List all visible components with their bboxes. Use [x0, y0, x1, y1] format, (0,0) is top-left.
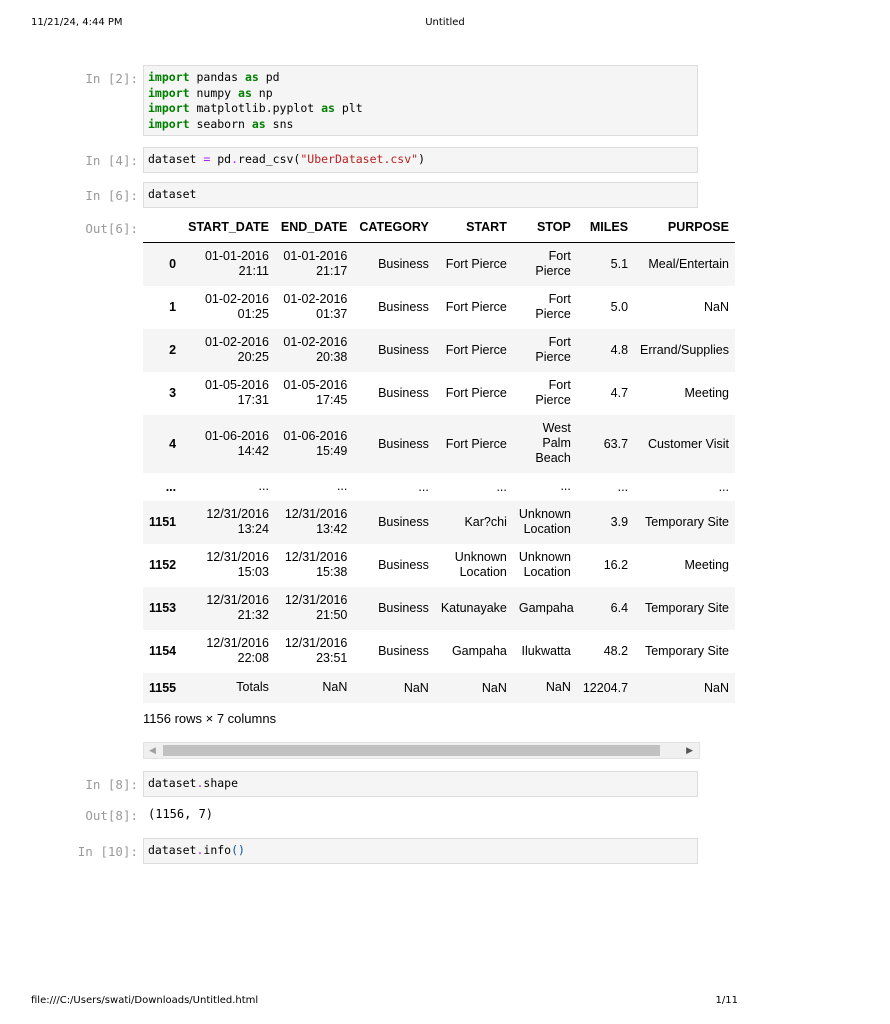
cell-prompt: In [6]: — [85, 188, 138, 203]
table-row — [143, 415, 735, 473]
table-cell: NaN — [481, 680, 507, 695]
table-cell: 63.7 — [603, 436, 629, 451]
table-header-row — [143, 212, 735, 243]
table-cell: Temporary Site — [644, 515, 729, 529]
table-cell: ... — [617, 479, 629, 494]
table-cell: Business — [378, 386, 429, 400]
table-cell: Unknown Location — [518, 507, 571, 536]
table-cell: Business — [378, 601, 429, 615]
table-cell: 01-02-2016 01:37 — [283, 292, 348, 321]
table-row — [143, 673, 735, 703]
cell-prompt: In [2]: — [85, 71, 138, 86]
column-header: STOP — [513, 212, 577, 243]
table-cell: 4.8 — [610, 343, 629, 357]
code-editor[interactable]: import pandas as pd import numpy as np import matplotlib.pyplot as plt import seaborn as sns — [143, 65, 698, 136]
table-row — [143, 473, 735, 501]
table-cell: 4.7 — [610, 386, 629, 400]
code-editor[interactable]: dataset = pd.read_csv("UberDataset.csv") — [143, 147, 698, 173]
print-footer-path: file:///C:/Users/swati/Downloads/Untitled.html — [31, 995, 259, 1006]
table-cell: ... — [718, 479, 729, 494]
table-cell: 01-01-2016 21:17 — [283, 249, 348, 279]
dataframe-table — [143, 212, 735, 703]
table-cell: Business — [378, 436, 429, 451]
column-header — [143, 212, 182, 243]
row-index: 1151 — [149, 515, 177, 529]
table-cell: 12204.7 — [582, 680, 629, 695]
table-row — [143, 501, 735, 544]
table-cell: 12/31/2016 21:32 — [206, 593, 269, 622]
table-cell: 12/31/2016 13:24 — [206, 507, 269, 536]
table-cell: Fort Pierce — [535, 249, 571, 279]
table-cell: 01-02-2016 20:25 — [204, 335, 269, 364]
column-header: START_DATE — [182, 212, 275, 243]
table-row — [143, 544, 735, 587]
row-index: 1 — [169, 300, 177, 314]
table-cell: Fort Pierce — [535, 378, 571, 407]
print-header-title: Untitled — [425, 17, 465, 28]
table-cell: Katunayake — [440, 601, 507, 615]
table-cell: 01-01-2016 21:11 — [204, 249, 269, 279]
table-cell: 01-06-2016 14:42 — [204, 428, 269, 458]
table-cell: 01-05-2016 17:31 — [204, 378, 269, 407]
table-cell: Totals — [236, 680, 269, 694]
table-cell: Fort Pierce — [445, 386, 507, 400]
row-index: 0 — [169, 257, 177, 272]
table-cell: 5.1 — [610, 257, 629, 272]
table-cell: 5.0 — [610, 300, 629, 314]
scrollbar-thumb[interactable] — [163, 745, 660, 756]
column-header: CATEGORY — [353, 212, 434, 243]
table-row — [143, 630, 735, 673]
table-cell: Business — [378, 644, 429, 658]
table-cell: 01-05-2016 17:45 — [283, 378, 348, 407]
table-cell: Ilukwatta — [521, 643, 571, 658]
table-cell: 12/31/2016 23:51 — [284, 636, 348, 665]
scroll-right-arrow-icon[interactable]: ▶ — [686, 746, 693, 756]
row-index: 2 — [169, 343, 177, 357]
cell-prompt: In [4]: — [85, 153, 138, 168]
table-cell: Temporary Site — [644, 601, 729, 615]
table-cell: Gampaha — [451, 644, 507, 658]
table-cell: Business — [378, 257, 429, 272]
table-cell: Business — [378, 300, 429, 314]
column-header: PURPOSE — [634, 212, 735, 243]
table-cell: Kar?chi — [464, 515, 507, 529]
code-editor[interactable]: dataset — [143, 182, 698, 208]
table-cell: 01-06-2016 15:49 — [283, 428, 348, 458]
table-cell: West Palm Beach — [535, 421, 571, 465]
table-cell: ... — [258, 479, 269, 493]
row-index: ... — [165, 479, 177, 494]
row-index: 1154 — [149, 644, 177, 658]
table-cell: NaN — [545, 680, 571, 694]
print-header-timestamp: 11/21/24, 4:44 PM — [31, 17, 123, 28]
table-cell: ... — [418, 479, 429, 494]
table-cell: Fort Pierce — [445, 436, 507, 451]
table-cell: 6.4 — [610, 601, 629, 615]
output-prompt: Out[8]: — [85, 808, 138, 823]
horizontal-scrollbar[interactable] — [143, 742, 700, 759]
rows-summary: 1156 rows × 7 columns — [143, 711, 277, 726]
table-cell: Unknown Location — [518, 550, 571, 579]
row-index: 1153 — [149, 601, 177, 615]
table-cell: Meeting — [684, 558, 729, 572]
table-cell: ... — [560, 479, 571, 493]
table-cell: Meal/Entertain — [648, 257, 729, 272]
table-row — [143, 587, 735, 630]
code-editor[interactable]: dataset.info() — [143, 838, 698, 864]
scroll-left-arrow-icon[interactable]: ◀ — [149, 746, 156, 756]
row-index: 1155 — [149, 680, 177, 695]
table-cell: NaN — [703, 680, 729, 695]
cell-prompt: In [10]: — [77, 844, 138, 859]
table-cell: NaN — [703, 300, 729, 314]
table-cell: 48.2 — [603, 644, 629, 658]
column-header: END_DATE — [275, 212, 353, 243]
table-cell: NaN — [322, 680, 348, 694]
row-index: 3 — [169, 386, 177, 400]
table-cell: 12/31/2016 22:08 — [206, 636, 269, 665]
table-cell: Meeting — [684, 386, 729, 400]
cell-output: (1156, 7) — [148, 807, 214, 821]
dataframe-output — [143, 212, 729, 702]
table-cell: 12/31/2016 13:42 — [284, 507, 348, 536]
table-cell: Temporary Site — [644, 644, 729, 658]
table-cell: 12/31/2016 15:38 — [284, 550, 348, 579]
table-cell: 12/31/2016 15:03 — [206, 550, 269, 579]
table-cell: Fort Pierce — [445, 257, 507, 272]
code-editor[interactable]: dataset.shape — [143, 771, 698, 797]
table-cell: NaN — [403, 680, 429, 695]
table-cell: Customer Visit — [647, 436, 729, 451]
table-cell: Business — [378, 515, 429, 529]
table-cell: 01-02-2016 01:25 — [204, 292, 269, 321]
table-cell: Unknown Location — [454, 550, 507, 579]
table-cell: Errand/Supplies — [640, 343, 729, 357]
row-index: 1152 — [149, 558, 177, 572]
table-row — [143, 372, 735, 415]
output-prompt: Out[6]: — [85, 221, 138, 236]
column-header: START — [435, 212, 513, 243]
table-cell: Business — [378, 558, 429, 572]
print-footer-page: 1/11 — [715, 995, 738, 1006]
column-header: MILES — [577, 212, 634, 243]
table-cell: 01-02-2016 20:38 — [283, 335, 348, 364]
table-cell: ... — [496, 479, 507, 494]
table-cell: Business — [378, 343, 429, 357]
table-row — [143, 243, 735, 286]
table-cell: 3.9 — [610, 515, 629, 529]
table-cell: Fort Pierce — [445, 343, 507, 357]
table-cell: Gampaha — [518, 600, 574, 615]
table-cell: Fort Pierce — [535, 335, 571, 364]
table-cell: 16.2 — [603, 558, 629, 572]
row-index: 4 — [169, 436, 177, 451]
table-row — [143, 329, 735, 372]
table-cell: Fort Pierce — [535, 292, 571, 321]
table-cell: Fort Pierce — [445, 300, 507, 314]
table-cell: ... — [336, 479, 348, 493]
table-row — [143, 286, 735, 329]
table-cell: 12/31/2016 21:50 — [284, 593, 348, 622]
cell-prompt: In [8]: — [85, 777, 138, 792]
